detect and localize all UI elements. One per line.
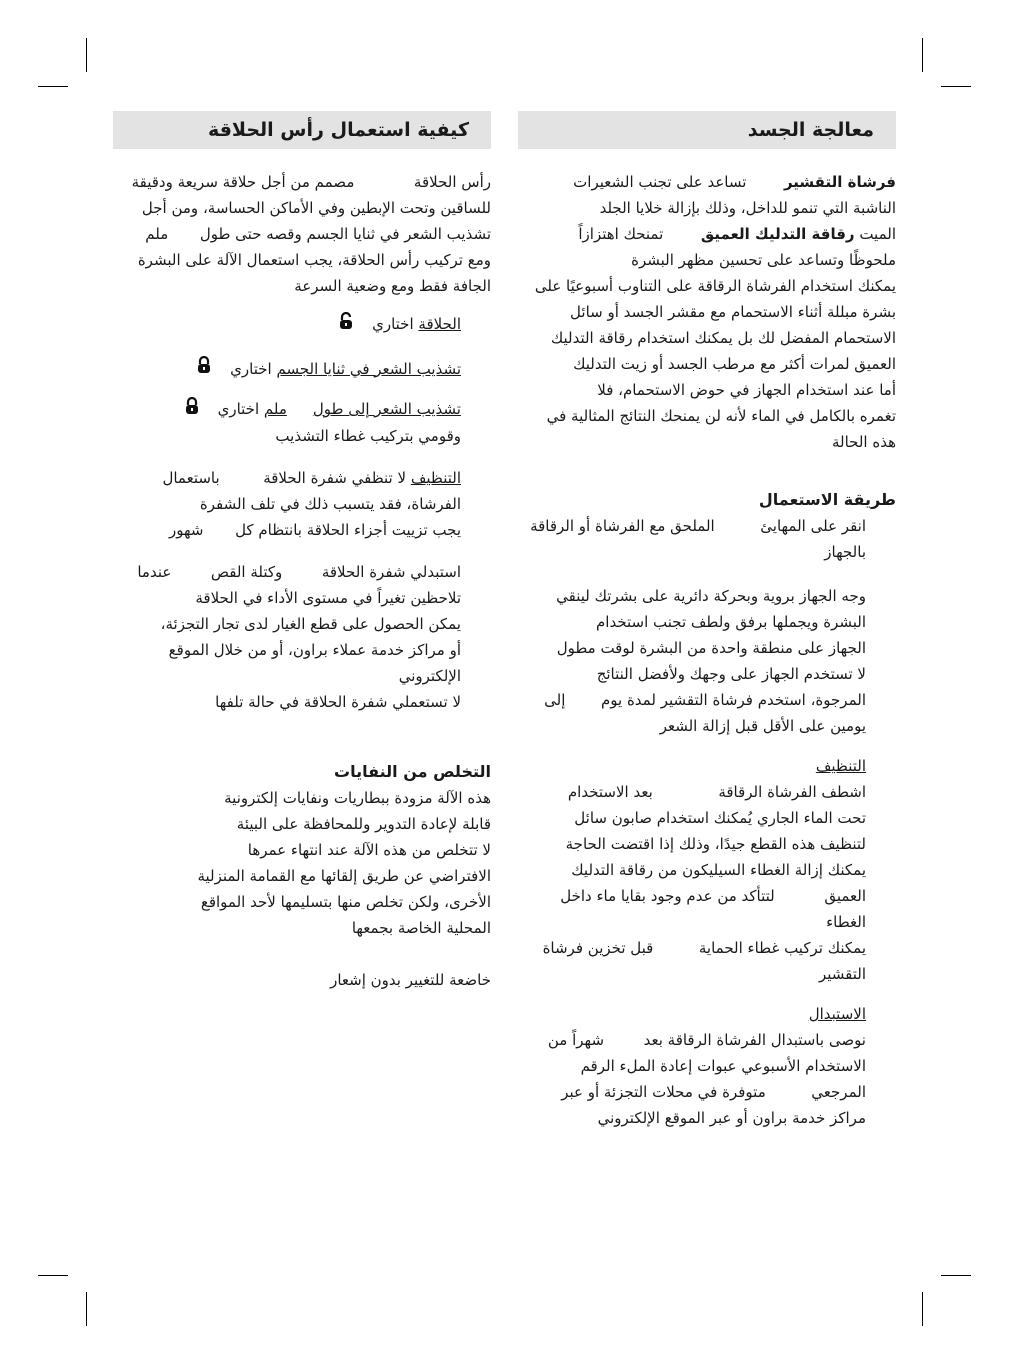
text-line: بالجهاز xyxy=(824,543,866,561)
text-line: الجافة فقط ومع وضعية السرعة xyxy=(294,277,491,295)
replacement-section xyxy=(518,1001,896,1131)
text-line: اختاري xyxy=(372,315,414,333)
text-line: شهراً من xyxy=(547,1031,605,1049)
text-line: لتتأكد من عدم وجود بقايا ماء داخل xyxy=(560,887,775,905)
left-column xyxy=(113,111,491,993)
text-line: الغطاء xyxy=(826,913,866,931)
text-line: اشطف الفرشاة الرقاقة xyxy=(718,783,866,801)
text-line: وكتلة القص xyxy=(210,562,283,581)
text-line: الأخرى، ولكن تخلص منها بتسليمها لأحد المواقع xyxy=(200,892,491,911)
crop-mark xyxy=(941,86,971,87)
usage-title: طريقة الاستعمال xyxy=(758,490,896,509)
text-line: بشرة مبللة أثناء الاستحمام مع مقشر الجسد أو سائل xyxy=(570,303,896,321)
section-header-shaving-head: كيفية استعمال رأس الحلاقة xyxy=(113,111,491,149)
text-line: تمنحك اهتزازاً xyxy=(578,225,664,243)
cleaning-section xyxy=(518,753,896,987)
text-line: تلاحظين تغيراً في مستوى الأداء في الحلاقة xyxy=(195,588,461,607)
lock-icon xyxy=(185,397,199,423)
text-line: الفرشاة، فقد يتسبب ذلك في تلف الشفرة xyxy=(199,494,461,513)
text-line: انقر على المهايئ xyxy=(760,517,866,535)
text-line: ملم xyxy=(145,225,169,243)
text-line: لا تستخدم الجهاز على وجهك ولأفضل النتائج xyxy=(596,665,866,683)
text-line: رأس الحلاقة xyxy=(413,173,491,191)
text-line: وقومي بتركيب غطاء التشذيب xyxy=(275,426,461,445)
unlock-icon xyxy=(339,312,353,338)
text-line: هذه الآلة مزودة ببطاريات ونفايات إلكترونية xyxy=(224,788,491,807)
text-line: لا تستعملي شفرة الحلاقة في حالة تلفها xyxy=(215,692,461,711)
text-line: يجب تزييت أجزاء الحلاقة بانتظام كل xyxy=(235,520,461,539)
crop-mark xyxy=(922,1292,923,1326)
disposal-section xyxy=(113,759,491,993)
text-line: يمكنك تركيب غطاء الحماية xyxy=(698,939,866,957)
text-line: شهور xyxy=(169,520,204,539)
text-line: الناشبة التي تنمو للداخل، وذلك بإزالة خلايا الجلد xyxy=(599,199,896,217)
text-line: ومع تركيب رأس الحلاقة، يجب استعمال الآلة على البشرة xyxy=(137,251,491,269)
text-line: يمكنك استخدام الفرشاة الرقاقة على التناوب أسبوعيًا على xyxy=(534,277,896,295)
shaving-mode xyxy=(113,311,491,338)
left-cleaning-title: التنظيف xyxy=(410,468,461,487)
left-replace-section xyxy=(113,559,491,715)
text-line: الجهاز على منطقة واحدة من البشرة لوقت مطول xyxy=(556,639,866,657)
text-line: تغمره بالكامل في الماء لأنه لن يمنحك النتائج المثالية في xyxy=(546,407,896,425)
text-line: الميت xyxy=(859,225,896,243)
text-line: الملحق مع الفرشاة أو الرقاقة xyxy=(530,517,715,535)
crop-mark xyxy=(941,1275,971,1276)
text-line: اختاري xyxy=(217,400,260,418)
text-line: الافتراضي عن طريق إلقائها مع القمامة المنزلية xyxy=(197,866,491,885)
text-line: الإلكتروني xyxy=(398,666,461,685)
text-line: لتنظيف هذه القطع جيدًا، وذلك إذا اقتضت الحاجة xyxy=(565,835,866,853)
text-line: يومين على الأقل قبل إزالة الشعر xyxy=(659,717,866,735)
disposal-title: التخلص من النفايات xyxy=(334,761,491,781)
shaving-title: الحلاقة xyxy=(418,315,461,333)
text-line: يمكن الحصول على قطع الغيار لدى تجار التجزئة، xyxy=(160,614,461,633)
section-header-body-treatment: معالجة الجسد xyxy=(518,111,896,149)
text-line: ملحوظًا وتساعد على تحسين مظهر البشرة xyxy=(631,251,896,269)
brush-title: فرشاة التقشير xyxy=(783,173,896,191)
text-line: باستعمال xyxy=(162,468,220,487)
trim-length-mode xyxy=(113,396,491,449)
text-line: البشرة ويجملها برفق ولطف تجنب استخدام xyxy=(595,613,866,631)
crop-mark xyxy=(38,86,68,87)
text-line: أما عند استخدام الجهاز في حوض الاستحمام، فلا xyxy=(597,381,896,399)
text-line: المرجعي xyxy=(811,1083,866,1101)
text-line: عندما xyxy=(137,562,172,581)
text-line: إلى xyxy=(544,691,566,709)
intro-section xyxy=(113,169,491,299)
text-line: المحلية الخاصة بجمعها xyxy=(351,918,491,937)
lock-icon xyxy=(197,356,211,382)
crop-mark xyxy=(86,1292,87,1326)
text-line: مراكز خدمة براون أو عبر الموقع الإلكتروني xyxy=(597,1109,866,1127)
replacement-title: الاستبدال xyxy=(808,1005,866,1023)
text-line: استبدلي شفرة الحلاقة xyxy=(321,562,461,581)
text-line: الاستحمام المفضل لك بل يمكنك استخدام رقاقة التدليك xyxy=(550,329,896,347)
text-line: تشذيب الشعر في ثنايا الجسم وقصه حتى طول xyxy=(199,225,491,243)
trim-body-title: تشذيب الشعر في ثنايا الجسم xyxy=(276,359,461,378)
text-line: قابلة لإعادة التدوير وللمحافظة على البيئة xyxy=(236,814,491,833)
crop-mark xyxy=(922,38,923,72)
text-line: المرجوة، استخدم فرشاة التقشير لمدة يوم xyxy=(600,691,866,709)
usage-section xyxy=(518,487,896,739)
text-line: نوصى باستبدال الفرشاة الرقاقة بعد xyxy=(643,1031,866,1049)
text-line: وجه الجهاز بروية وبحركة دائرية على بشرتك لينقي xyxy=(556,587,866,605)
text-line: قبل تخزين فرشاة xyxy=(542,939,654,957)
text-line: العميق لمرات أكثر مع مرطب الجسد أو زيت التدليك xyxy=(573,355,896,373)
text-line: لا تتخلص من هذه الآلة عند انتهاء عمرها xyxy=(247,840,491,859)
text-line: ملم xyxy=(263,400,287,418)
cleaning-title: التنظيف xyxy=(815,757,866,775)
notice-text: خاضعة للتغيير بدون إشعار xyxy=(330,970,491,989)
text-line: العميق xyxy=(824,887,866,905)
text-line: لا تنظفي شفرة الحلاقة xyxy=(263,468,407,487)
text-line: التقشير xyxy=(818,965,866,983)
text-line: بعد الاستخدام xyxy=(567,783,653,801)
text-line: متوفرة في محلات التجزئة أو عبر xyxy=(561,1083,766,1101)
text-line: الاستخدام الأسبوعي عبوات إعادة الملء الرقم xyxy=(580,1057,866,1075)
pad-title: رقاقة التدليك العميق xyxy=(700,225,855,243)
text-line: للساقين وتحت الإبطين وفي الأماكن الحساسة، ومن أجل xyxy=(141,199,491,217)
left-cleaning-section xyxy=(113,465,491,543)
text-line: تساعد على تجنب الشعيرات xyxy=(573,173,747,191)
text-line: أو مراكز خدمة عملاء براون، أو من خلال الموقع xyxy=(168,640,461,659)
text-line: يمكنك إزالة الغطاء السيليكون من رقاقة التدليك xyxy=(571,861,866,879)
crop-mark xyxy=(86,38,87,72)
text-line: تحت الماء الجاري يُمكنك استخدام صابون سائل xyxy=(574,809,866,827)
text-line: هذه الحالة xyxy=(831,433,896,451)
exfoliation-section xyxy=(518,169,896,455)
text-line: اختاري xyxy=(230,359,272,378)
trim-length-title: تشذيب الشعر إلى طول xyxy=(312,400,461,418)
text-line: مصمم من أجل حلاقة سريعة ودقيقة xyxy=(131,173,355,191)
crop-mark xyxy=(38,1275,68,1276)
trim-body-mode xyxy=(113,356,491,383)
right-column xyxy=(518,111,896,1131)
